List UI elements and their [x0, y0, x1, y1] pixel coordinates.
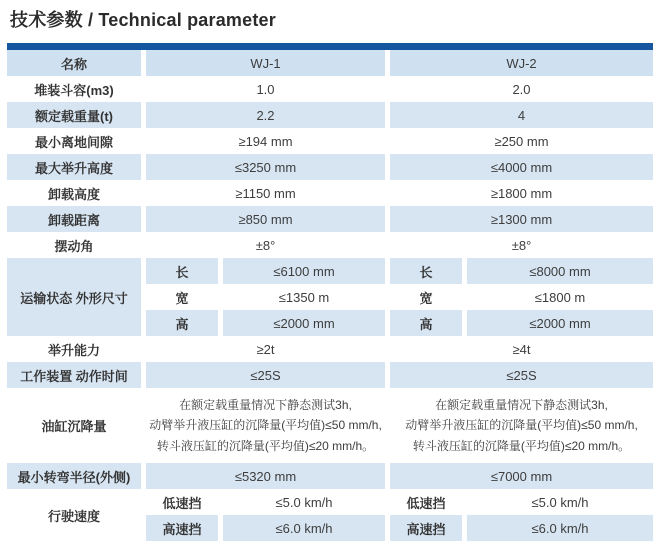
wj2-value: ≥1300 mm [390, 206, 653, 232]
wj2-value: ≤4000 mm [390, 154, 653, 180]
sub-param-label: 宽 [146, 284, 218, 310]
wj2-value: ≤1800 m [467, 284, 653, 310]
wj2-value: ≥1800 mm [390, 180, 653, 206]
table-row [7, 489, 653, 541]
wj2-value: ≤7000 mm [390, 463, 653, 489]
param-label: 运输状态 外形尺寸 [7, 258, 141, 336]
wj2-value: ≤5.0 km/h [467, 489, 653, 515]
wj1-value: ≥1150 mm [146, 180, 385, 206]
param-label: 卸载距离 [7, 206, 141, 232]
sub-param-label: 宽 [390, 284, 462, 310]
table-row [7, 102, 653, 128]
table-row [7, 362, 653, 388]
table-row [7, 206, 653, 232]
wj1-value: 在额定载重量情况下静态测试3h, 动臂举升液压缸的沉降量(平均值)≤50 mm/h, 转斗液压缸的沉降量(平均值)≤20 mm/h。 [146, 388, 385, 463]
table-row [7, 388, 653, 463]
table-rows [7, 50, 653, 541]
wj2-value: 4 [390, 102, 653, 128]
param-label: 最大举升高度 [7, 154, 141, 180]
param-label: 堆装斗容(m3) [7, 76, 141, 102]
wj1-value: ≤25S [146, 362, 385, 388]
wj2-value: ≤8000 mm [467, 258, 653, 284]
wj2-value: 在额定载重量情况下静态测试3h, 动臂举升液压缸的沉降量(平均值)≤50 mm/h, 转斗液压缸的沉降量(平均值)≤20 mm/h。 [390, 388, 653, 463]
param-label: 最小转弯半径(外侧) [7, 463, 141, 489]
sub-param-label: 低速挡 [146, 489, 218, 515]
sub-param-label: 长 [146, 258, 218, 284]
wj1-value: ±8° [146, 232, 385, 258]
wj1-value: WJ-1 [146, 50, 385, 76]
wj1-value: ≥850 mm [146, 206, 385, 232]
table-subrow [146, 515, 653, 541]
wj2-value: ≥4t [390, 336, 653, 362]
wj2-value: ≤25S [390, 362, 653, 388]
wj1-value: ≥2t [146, 336, 385, 362]
sub-param-label: 高 [146, 310, 218, 336]
param-label: 额定载重量(t) [7, 102, 141, 128]
table-row [7, 232, 653, 258]
sub-param-label: 高速挡 [390, 515, 462, 541]
wj1-value: 1.0 [146, 76, 385, 102]
table-subrow [146, 284, 653, 310]
sub-rows [146, 489, 653, 541]
table-row [7, 154, 653, 180]
wj1-value: ≤6.0 km/h [223, 515, 385, 541]
param-label: 摆动角 [7, 232, 141, 258]
wj1-value: ≥194 mm [146, 128, 385, 154]
wj2-value: ≤2000 mm [467, 310, 653, 336]
table-subrow [146, 258, 653, 284]
table-top-accent-bar [7, 43, 653, 50]
sub-param-label: 高速挡 [146, 515, 218, 541]
sub-rows [146, 258, 653, 336]
wj1-value: ≤6100 mm [223, 258, 385, 284]
param-label: 名称 [7, 50, 141, 76]
param-label: 卸载高度 [7, 180, 141, 206]
wj1-value: ≤3250 mm [146, 154, 385, 180]
wj2-value: WJ-2 [390, 50, 653, 76]
table-subrow [146, 310, 653, 336]
sub-param-label: 长 [390, 258, 462, 284]
technical-parameter-table [7, 43, 653, 541]
sub-param-label: 高 [390, 310, 462, 336]
wj1-value: ≤5.0 km/h [223, 489, 385, 515]
wj2-value: ≥250 mm [390, 128, 653, 154]
wj2-value: ±8° [390, 232, 653, 258]
wj1-value: ≤1350 m [223, 284, 385, 310]
table-row [7, 128, 653, 154]
table-row [7, 50, 653, 76]
param-label: 最小离地间隙 [7, 128, 141, 154]
wj1-value: 2.2 [146, 102, 385, 128]
wj1-value: ≤5320 mm [146, 463, 385, 489]
wj1-value: ≤2000 mm [223, 310, 385, 336]
param-label: 行驶速度 [7, 489, 141, 541]
sub-param-label: 低速挡 [390, 489, 462, 515]
table-row [7, 180, 653, 206]
param-label: 油缸沉降量 [7, 388, 141, 463]
param-label: 举升能力 [7, 336, 141, 362]
wj2-value: ≤6.0 km/h [467, 515, 653, 541]
table-row [7, 258, 653, 336]
table-row [7, 76, 653, 102]
table-subrow [146, 489, 653, 515]
table-row [7, 463, 653, 489]
table-row [7, 336, 653, 362]
wj2-value: 2.0 [390, 76, 653, 102]
param-label: 工作装置 动作时间 [7, 362, 141, 388]
page-title: 技术参数 / Technical parameter [10, 10, 276, 30]
